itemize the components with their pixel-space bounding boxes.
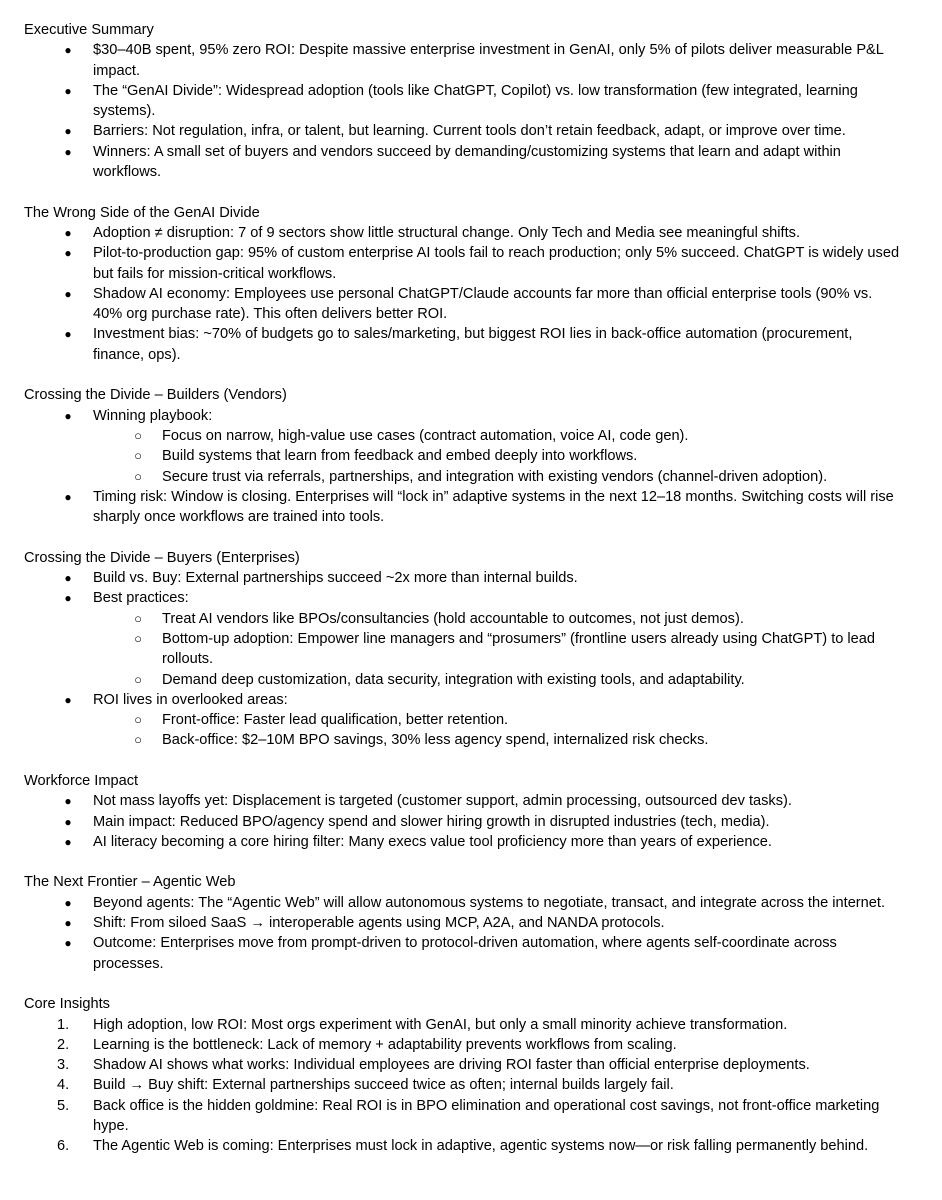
section-heading: Core Insights: [24, 996, 110, 1013]
sub-list-item-text: Focus on narrow, high-value use cases (contract automation, voice AI, code gen).: [162, 427, 689, 444]
list-item-text: Shadow AI economy: Employees use personal ChatGPT/Claude accounts far more than official enterprise tools (90% vs. 40% org purchase rate). This often delivers better ROI.: [93, 285, 873, 323]
list-item: [24, 1015, 900, 1035]
section-heading: Workforce Impact: [24, 772, 139, 789]
bullet-icon: ●: [64, 246, 72, 261]
sub-list-item-text: Back-office: $2–10M BPO savings, 30% less agency spend, internalized risk checks.: [162, 732, 709, 749]
hollow-bullet-icon: ○: [134, 671, 142, 687]
bullet-icon: ●: [64, 489, 72, 504]
list-item-text: Investment bias: ~70% of budgets go to sales/marketing, but biggest ROI lies in back-office automation (procurement, finance, ops).: [93, 326, 853, 363]
list-item-text: Timing risk: Window is closing. Enterprises will “lock in” adaptive systems in the next 12–18 months. Switching costs will rise sharply once workflows are trained into tools.: [93, 488, 894, 526]
bullet-icon: ●: [64, 692, 72, 707]
sub-list-item-text: Treat AI vendors like BPOs/consultancies (hold accountable to outcomes, not just demos).: [162, 610, 744, 627]
list-item-text: Winners: A small set of buyers and vendors succeed by demanding/customizing systems that learn and adapt within workflows.: [93, 143, 841, 181]
list-item: [24, 1096, 900, 1137]
list-item-text: Adoption ≠ disruption: 7 of 9 sectors show little structural change. Only Tech and Media see meaningful shifts.: [93, 224, 800, 241]
list-item: [24, 913, 900, 933]
sub-list-item: [24, 426, 900, 446]
bullet-icon: ●: [64, 225, 72, 240]
bullet-icon: ●: [64, 814, 72, 829]
list-item: [24, 832, 900, 852]
list-item: [24, 487, 900, 528]
bullet-icon: ●: [64, 83, 72, 98]
sub-bullet-list: [93, 426, 900, 487]
section-the-next-frontier-agentic-web: [24, 872, 900, 973]
hollow-bullet-icon: ○: [134, 732, 142, 748]
list-number: 2.: [57, 1036, 70, 1053]
list-item-text: Shadow AI shows what works: Individual employees are driving ROI faster than official enterprise deployments.: [93, 1057, 810, 1074]
list-item: [24, 121, 900, 141]
list-item: [24, 588, 900, 689]
list-item: [24, 324, 900, 365]
list-item-text: Back office is the hidden goldmine: Real ROI is in BPO elimination and operational cost savings, not front-office marketing hype.: [93, 1097, 880, 1135]
list-item: [24, 1035, 900, 1055]
bullet-icon: ●: [64, 286, 72, 301]
list-number: 4.: [57, 1077, 70, 1094]
list-item-text: Main impact: Reduced BPO/agency spend and slower hiring growth in disrupted industries (tech, media).: [93, 813, 770, 830]
bullet-icon: ●: [64, 144, 72, 159]
bullet-icon: ●: [64, 571, 72, 586]
sub-list-item-text: Front-office: Faster lead qualification, better retention.: [162, 712, 509, 729]
section-core-insights: [24, 994, 900, 1156]
list-item-text: The “GenAI Divide”: Widespread adoption (tools like ChatGPT, Copilot) vs. low transformation (few integrated, learning systems).: [93, 82, 858, 120]
list-item: [24, 1075, 900, 1095]
list-item-text: Outcome: Enterprises move from prompt-driven to protocol-driven automation, where agents self-coordinate across processes.: [93, 935, 837, 972]
list-item: [24, 812, 900, 832]
sub-list-item-text: Build systems that learn from feedback and embed deeply into workflows.: [162, 448, 638, 465]
bullet-icon: ●: [64, 43, 72, 58]
bullet-list: [24, 223, 900, 365]
list-item-text: Learning is the bottleneck: Lack of memory + adaptability prevents workflows from scaling.: [93, 1036, 677, 1053]
bullet-icon: ●: [64, 591, 72, 606]
list-item: [24, 243, 900, 284]
section-executive-summary: [24, 20, 900, 182]
list-item: [24, 142, 900, 183]
list-item: [24, 791, 900, 811]
list-item-text: Build → Buy shift: External partnerships succeed twice as often; internal builds largely fail.: [93, 1077, 674, 1094]
bullet-list: [24, 893, 900, 974]
hollow-bullet-icon: ○: [134, 448, 142, 464]
bullet-list: [24, 406, 900, 528]
sub-bullet-list: [93, 710, 900, 751]
section-workforce-impact: [24, 771, 900, 852]
bullet-list: [24, 791, 900, 852]
bullet-icon: ●: [64, 124, 72, 139]
section-heading: Crossing the Divide – Builders (Vendors): [24, 387, 287, 404]
bullet-icon: ●: [64, 834, 72, 849]
list-item: [24, 1136, 900, 1156]
sub-list-item: [24, 446, 900, 466]
bullet-list: [24, 40, 900, 182]
list-number: 6.: [57, 1138, 70, 1155]
sub-bullet-list: [93, 609, 900, 690]
list-item-text: Best practices:: [93, 590, 189, 607]
sub-list-item-text: Secure trust via referrals, partnerships, and integration with existing vendors (channel-driven adoption).: [162, 468, 828, 485]
section-crossing-the-divide-buyers-enterprises: [24, 548, 900, 751]
sub-list-item: [24, 730, 900, 750]
sub-list-item: [24, 629, 900, 670]
section-heading: Executive Summary: [24, 22, 154, 38]
bullet-list: [24, 568, 900, 751]
sub-list-item: [24, 609, 900, 629]
bullet-icon: ●: [64, 327, 72, 342]
list-item-text: Beyond agents: The “Agentic Web” will allow autonomous systems to negotiate, transact, and integrate across the internet.: [93, 894, 886, 911]
sub-list-item-text: Bottom-up adoption: Empower line managers and “prosumers” (frontline users already using ChatGPT) to lead rollouts.: [162, 630, 876, 668]
list-item: [24, 406, 900, 487]
bullet-icon: ●: [64, 408, 72, 423]
numbered-list: [24, 1015, 900, 1157]
list-item-text: ROI lives in overlooked areas:: [93, 691, 288, 708]
section-the-wrong-side-of-the-genai-divide: [24, 203, 900, 365]
hollow-bullet-icon: ○: [134, 630, 142, 646]
section-heading: The Next Frontier – Agentic Web: [24, 874, 236, 891]
list-item-text: Pilot-to-production gap: 95% of custom enterprise AI tools fail to reach production; only 5% succeed. ChatGPT is widely used but fails for mission-critical workflows.: [93, 245, 900, 282]
list-item-text: Not mass layoffs yet: Displacement is targeted (customer support, admin processing, outsourced dev tasks).: [93, 793, 792, 810]
list-item: [24, 893, 900, 913]
section-heading: The Wrong Side of the GenAI Divide: [24, 204, 260, 221]
sub-list-item: [24, 670, 900, 690]
section-crossing-the-divide-builders-vendors: [24, 385, 900, 527]
list-item-text: High adoption, low ROI: Most orgs experiment with GenAI, but only a small minority achieve transformation.: [93, 1016, 788, 1033]
list-number: 1.: [57, 1016, 70, 1033]
list-item: [24, 284, 900, 325]
list-item: [24, 1055, 900, 1075]
list-item: [24, 933, 900, 974]
list-item-text: Winning playbook:: [93, 407, 213, 424]
list-item: [24, 690, 900, 751]
list-item: [24, 223, 900, 243]
list-item-text: Barriers: Not regulation, infra, or talent, but learning. Current tools don’t retain feedback, adapt, or improve over time.: [93, 123, 846, 140]
list-item-text: Shift: From siloed SaaS → interoperable agents using MCP, A2A, and NANDA protocols.: [93, 915, 665, 932]
list-item-text: $30–40B spent, 95% zero ROI: Despite massive enterprise investment in GenAI, only 5% of pilots deliver measurable P&L impact.: [93, 42, 884, 79]
section-heading: Crossing the Divide – Buyers (Enterprises): [24, 549, 300, 566]
list-number: 5.: [57, 1097, 70, 1114]
bullet-icon: ●: [64, 936, 72, 951]
list-item: [24, 40, 900, 81]
bullet-icon: ●: [64, 794, 72, 809]
bullet-icon: ●: [64, 895, 72, 910]
hollow-bullet-icon: ○: [134, 610, 142, 626]
list-number: 3.: [57, 1057, 70, 1074]
hollow-bullet-icon: ○: [134, 712, 142, 728]
sub-list-item-text: Demand deep customization, data security, integration with existing tools, and adaptability.: [162, 671, 745, 688]
list-item-text: The Agentic Web is coming: Enterprises must lock in adaptive, agentic systems now—or risk falling permanently behind.: [93, 1138, 869, 1155]
list-item-text: Build vs. Buy: External partnerships succeed ~2x more than internal builds.: [93, 570, 578, 587]
list-item-text: AI literacy becoming a core hiring filter: Many execs value tool proficiency more than years of experience.: [93, 833, 772, 850]
list-item: [24, 81, 900, 122]
list-item: [24, 568, 900, 588]
bullet-icon: ●: [64, 916, 72, 931]
hollow-bullet-icon: ○: [134, 427, 142, 443]
sub-list-item: [24, 710, 900, 730]
sub-list-item: [24, 467, 900, 487]
hollow-bullet-icon: ○: [134, 468, 142, 484]
